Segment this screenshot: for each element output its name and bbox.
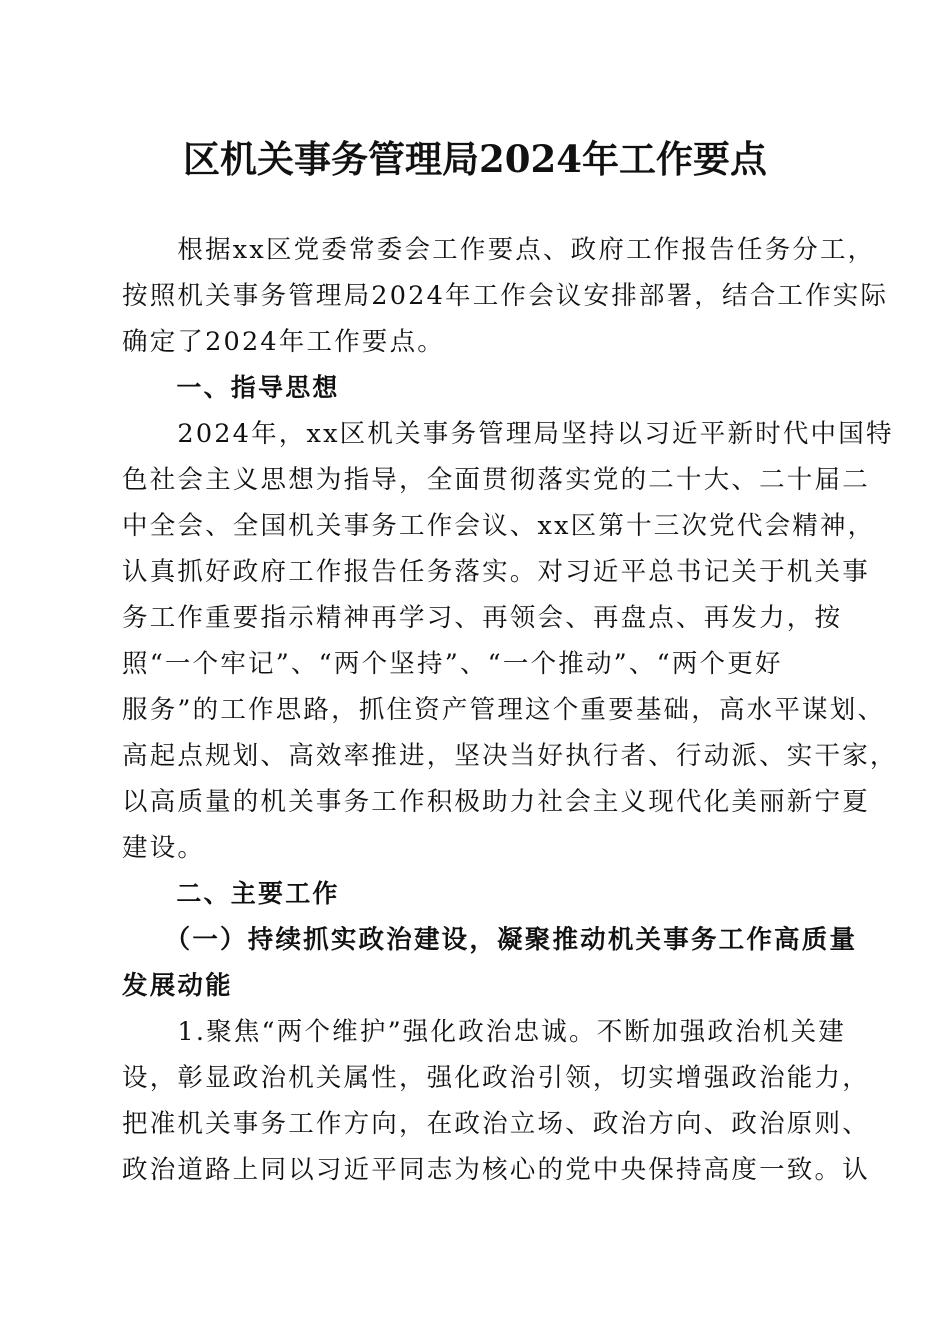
paragraph-guiding-line-6: 照“一个牢记”、“两个坚持”、“一个推动”、“两个更好 <box>122 649 783 679</box>
document-title: 区机关事务管理局2024年工作要点 <box>183 137 767 181</box>
paragraph-guiding-line-3: 中全会、全国机关事务工作会议、xx区第十三次党代会精神， <box>122 511 876 541</box>
paragraph-guiding-line-7: 服务”的工作思路，抓住资产管理这个重要基础，高水平谋划、 <box>122 695 886 725</box>
paragraph-guiding-line-4: 认真抓好政府工作报告任务落实。对习近平总书记关于机关事 <box>122 557 870 587</box>
section-heading-guiding-thought: 一、指导思想 <box>122 373 340 402</box>
paragraph-item-1-line-3: 把准机关事务工作方向，在政治立场、政治方向、政治原则、 <box>122 1109 870 1139</box>
section-heading-main-work: 二、主要工作 <box>122 879 340 908</box>
paragraph-guiding-line-10: 建设。 <box>122 833 206 863</box>
subsection-heading-1-line-2: 发展动能 <box>122 971 233 1001</box>
paragraph-guiding-line-8: 高起点规划、高效率推进，坚决当好执行者、行动派、实干家， <box>122 741 898 771</box>
paragraph-intro-line-2: 按照机关事务管理局2024年工作会议安排部署，结合工作实际 <box>122 281 889 311</box>
paragraph-intro-line-1: 根据xx区党委常委会工作要点、政府工作报告任务分工， <box>122 235 876 265</box>
paragraph-guiding-line-9: 以高质量的机关事务工作积极助力社会主义现代化美丽新宁夏 <box>122 787 870 817</box>
paragraph-guiding-line-1: 2024年，xx区机关事务管理局坚持以习近平新时代中国特 <box>122 419 894 449</box>
paragraph-item-1-line-2: 设，彰显政治机关属性，强化政治引领，切实增强政治能力， <box>122 1063 870 1093</box>
paragraph-item-1-line-1: 1.聚焦“两个维护”强化政治忠诚。不断加强政治机关建 <box>122 1017 847 1047</box>
paragraph-intro-line-3: 确定了2024年工作要点。 <box>122 327 445 357</box>
subsection-heading-1-line-1: （一）持续抓实政治建设，凝聚推动机关事务工作高质量 <box>122 925 858 955</box>
paragraph-guiding-line-2: 色社会主义思想为指导，全面贯彻落实党的二十大、二十届二 <box>122 465 870 495</box>
paragraph-guiding-line-5: 务工作重要指示精神再学习、再领会、再盘点、再发力，按 <box>122 603 843 633</box>
paragraph-item-1-line-4: 政治道路上同以习近平同志为核心的党中央保持高度一致。认 <box>122 1155 870 1185</box>
